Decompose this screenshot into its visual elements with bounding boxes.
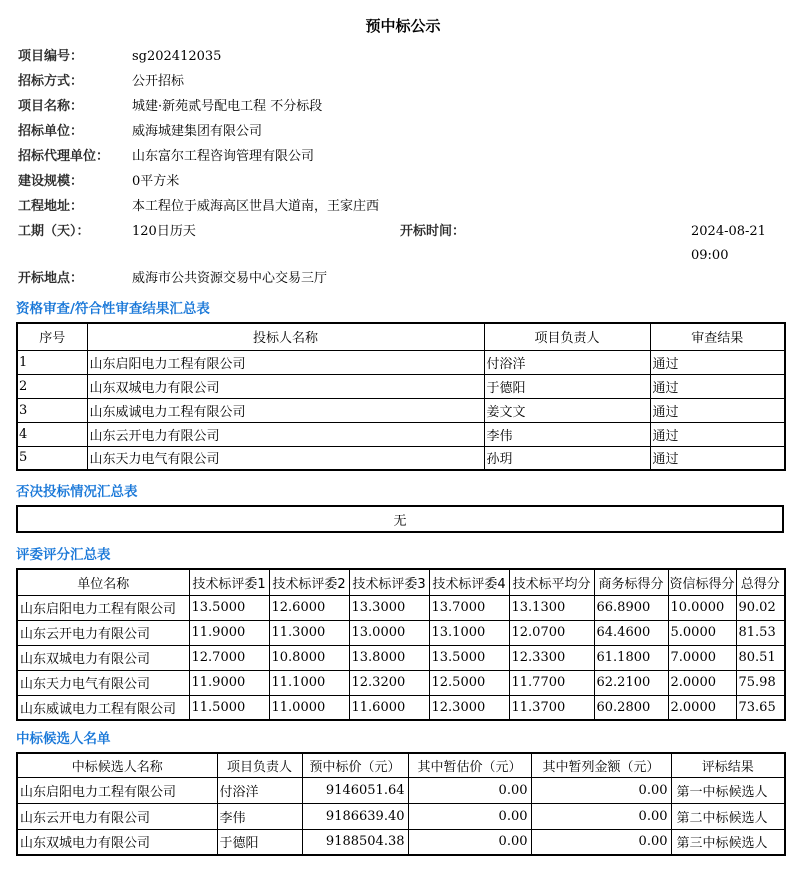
cell-provisional: 0.00: [531, 829, 671, 855]
cell-score: 81.53: [736, 620, 785, 645]
field-label: 项目名称：: [18, 99, 84, 114]
scores-table: [16, 568, 786, 721]
table-row: [17, 829, 785, 855]
cell-estimate: 0.00: [408, 803, 531, 829]
cell-result: 通过: [650, 350, 785, 374]
cell-eval-result: 第一中标候选人: [671, 777, 785, 803]
cell-bidder: 山东启阳电力工程有限公司: [87, 350, 484, 374]
cell-score: 13.3000: [349, 595, 429, 620]
cell-score: 11.3000: [269, 620, 349, 645]
column-header: 技术标平均分: [509, 569, 594, 595]
candidates-table: [16, 752, 786, 856]
table-row: [17, 620, 785, 645]
info-row-project-number: [0, 44, 806, 69]
info-row-scale: [0, 169, 806, 194]
cell-score: 64.4600: [594, 620, 668, 645]
cell-score: 12.3000: [429, 695, 509, 720]
cell-manager: 付浴洋: [484, 350, 650, 374]
field-value: 山东富尔工程咨询管理有限公司: [132, 149, 315, 164]
column-header: 其中暂估价（元）: [408, 753, 531, 777]
column-header: 其中暂列金额（元）: [531, 753, 671, 777]
cell-bidder: 山东双城电力有限公司: [87, 374, 484, 398]
column-header: 序号: [17, 323, 87, 350]
cell-price: 9186639.40: [302, 803, 408, 829]
table-header-row: [17, 569, 785, 595]
cell-price: 9146051.64: [302, 777, 408, 803]
cell-score: 12.3300: [509, 645, 594, 670]
column-header: 资信标得分: [668, 569, 736, 595]
cell-none: 无: [17, 506, 783, 532]
cell-score: 10.8000: [269, 645, 349, 670]
cell-provisional: 0.00: [531, 803, 671, 829]
table-row: [17, 777, 785, 803]
column-header: 评标结果: [671, 753, 785, 777]
column-header: 技术标评委1: [189, 569, 269, 595]
table-row: [17, 398, 785, 422]
cell-manager: 孙玥: [484, 446, 650, 470]
field-label: 招标单位：: [18, 124, 84, 139]
field-value: 公开招标: [132, 74, 185, 89]
cell-estimate: 0.00: [408, 777, 531, 803]
cell-manager: 姜文文: [484, 398, 650, 422]
page-title: 预中标公示: [365, 17, 441, 35]
cell-price: 9188504.38: [302, 829, 408, 855]
cell-score: 80.51: [736, 645, 785, 670]
project-info: [0, 44, 806, 291]
cell-manager: 付浴洋: [217, 777, 302, 803]
field-label: 招标代理单位：: [18, 149, 110, 164]
field-label: 项目编号：: [18, 49, 84, 64]
cell-score: 11.6000: [349, 695, 429, 720]
column-header: 技术标评委4: [429, 569, 509, 595]
column-header: 中标候选人名称: [17, 753, 217, 777]
cell-bidder: 山东云开电力有限公司: [87, 422, 484, 446]
field-label: 工期（天）：: [18, 224, 90, 239]
cell-candidate: 山东启阳电力工程有限公司: [17, 777, 217, 803]
cell-score: 13.8000: [349, 645, 429, 670]
cell-score: 12.0700: [509, 620, 594, 645]
cell-score: 90.02: [736, 595, 785, 620]
cell-score: 2.0000: [668, 695, 736, 720]
column-header: 项目负责人: [484, 323, 650, 350]
cell-candidate: 山东双城电力有限公司: [17, 829, 217, 855]
cell-bidder: 山东威诚电力工程有限公司: [87, 398, 484, 422]
field-value: 120日历天: [132, 224, 196, 239]
cell-score: 11.1000: [269, 670, 349, 695]
cell-result: 通过: [650, 374, 785, 398]
cell-score: 11.7700: [509, 670, 594, 695]
cell-score: 12.3200: [349, 670, 429, 695]
column-header: 项目负责人: [217, 753, 302, 777]
field-label: 工程地址：: [18, 199, 84, 214]
cell-manager: 李伟: [484, 422, 650, 446]
field-value: sg202412035: [132, 49, 222, 64]
table-row: [17, 374, 785, 398]
cell-index: 5: [17, 446, 87, 470]
cell-score: 11.9000: [189, 620, 269, 645]
column-header: 审查结果: [650, 323, 785, 350]
info-row-bid-method: [0, 69, 806, 94]
cell-company: 山东天力电气有限公司: [17, 670, 189, 695]
info-row-agency: [0, 144, 806, 169]
announcement-document: [0, 16, 806, 856]
cell-index: 4: [17, 422, 87, 446]
section-heading-candidates: 中标候选人名单: [16, 731, 111, 747]
cell-score: 13.1000: [429, 620, 509, 645]
cell-score: 13.7000: [429, 595, 509, 620]
cell-index: 1: [17, 350, 87, 374]
field-label: 开标时间：: [400, 224, 466, 239]
cell-index: 2: [17, 374, 87, 398]
info-row-address: [0, 194, 806, 219]
column-header: 单位名称: [17, 569, 189, 595]
qualification-table: [16, 322, 786, 471]
field-value: 0平方米: [132, 174, 180, 189]
cell-score: 5.0000: [668, 620, 736, 645]
cell-score: 11.5000: [189, 695, 269, 720]
field-value: 威海城建集团有限公司: [132, 124, 263, 139]
cell-score: 11.3700: [509, 695, 594, 720]
cell-company: 山东威诚电力工程有限公司: [17, 695, 189, 720]
rejected-bids-table: [16, 505, 784, 533]
cell-eval-result: 第二中标候选人: [671, 803, 785, 829]
column-header: 商务标得分: [594, 569, 668, 595]
cell-score: 2.0000: [668, 670, 736, 695]
field-value: 本工程位于威海高区世昌大道南，王家庄西: [132, 199, 380, 214]
section-heading-scores: 评委评分汇总表: [16, 547, 111, 563]
table-row: [17, 422, 785, 446]
column-header: 技术标评委2: [269, 569, 349, 595]
cell-score: 62.2100: [594, 670, 668, 695]
cell-provisional: 0.00: [531, 777, 671, 803]
cell-score: 13.0000: [349, 620, 429, 645]
cell-estimate: 0.00: [408, 829, 531, 855]
column-header: 总得分: [736, 569, 785, 595]
cell-manager: 于德阳: [484, 374, 650, 398]
cell-score: 12.7000: [189, 645, 269, 670]
info-row-duration-opentime: [0, 219, 806, 267]
cell-score: 13.5000: [189, 595, 269, 620]
cell-score: 75.98: [736, 670, 785, 695]
table-row: [17, 803, 785, 829]
bid-open-datetime: [691, 219, 766, 267]
cell-score: 12.5000: [429, 670, 509, 695]
table-header-row: [17, 753, 785, 777]
cell-score: 13.1300: [509, 595, 594, 620]
cell-index: 3: [17, 398, 87, 422]
cell-score: 7.0000: [668, 645, 736, 670]
info-row-open-place: [0, 267, 806, 291]
cell-bidder: 山东天力电气有限公司: [87, 446, 484, 470]
cell-score: 10.0000: [668, 595, 736, 620]
cell-score: 11.0000: [269, 695, 349, 720]
field-label: 招标方式：: [18, 74, 84, 89]
bid-open-time: 09:00: [691, 248, 729, 263]
cell-score: 60.2800: [594, 695, 668, 720]
field-label: 建设规模：: [18, 174, 84, 189]
cell-manager: 李伟: [217, 803, 302, 829]
table-row: [17, 695, 785, 720]
cell-score: 73.65: [736, 695, 785, 720]
cell-score: 66.8900: [594, 595, 668, 620]
field-value: 威海市公共资源交易中心交易三厅: [132, 271, 328, 286]
cell-manager: 于德阳: [217, 829, 302, 855]
table-header-row: [17, 323, 785, 350]
section-heading-qualification: 资格审查/符合性审查结果汇总表: [16, 301, 210, 317]
column-header: 预中标价（元）: [302, 753, 408, 777]
section-heading-rejected: 否决投标情况汇总表: [16, 484, 138, 500]
cell-score: 61.1800: [594, 645, 668, 670]
cell-company: 山东云开电力有限公司: [17, 620, 189, 645]
bid-open-date: 2024-08-21: [691, 224, 766, 239]
table-row: [17, 670, 785, 695]
table-row: [17, 645, 785, 670]
info-row-tenderer: [0, 119, 806, 144]
cell-company: 山东启阳电力工程有限公司: [17, 595, 189, 620]
table-row: [17, 350, 785, 374]
cell-result: 通过: [650, 398, 785, 422]
cell-result: 通过: [650, 422, 785, 446]
cell-company: 山东双城电力有限公司: [17, 645, 189, 670]
table-row: [17, 595, 785, 620]
column-header: 投标人名称: [87, 323, 484, 350]
field-label: 开标地点：: [18, 271, 84, 286]
field-value: 城建·新苑贰号配电工程 不分标段: [132, 99, 323, 114]
table-row: [17, 446, 785, 470]
cell-score: 11.9000: [189, 670, 269, 695]
cell-score: 12.6000: [269, 595, 349, 620]
info-row-project-name: [0, 94, 806, 119]
cell-candidate: 山东云开电力有限公司: [17, 803, 217, 829]
column-header: 技术标评委3: [349, 569, 429, 595]
table-row: [17, 506, 783, 532]
cell-result: 通过: [650, 446, 785, 470]
cell-score: 13.5000: [429, 645, 509, 670]
cell-eval-result: 第三中标候选人: [671, 829, 785, 855]
